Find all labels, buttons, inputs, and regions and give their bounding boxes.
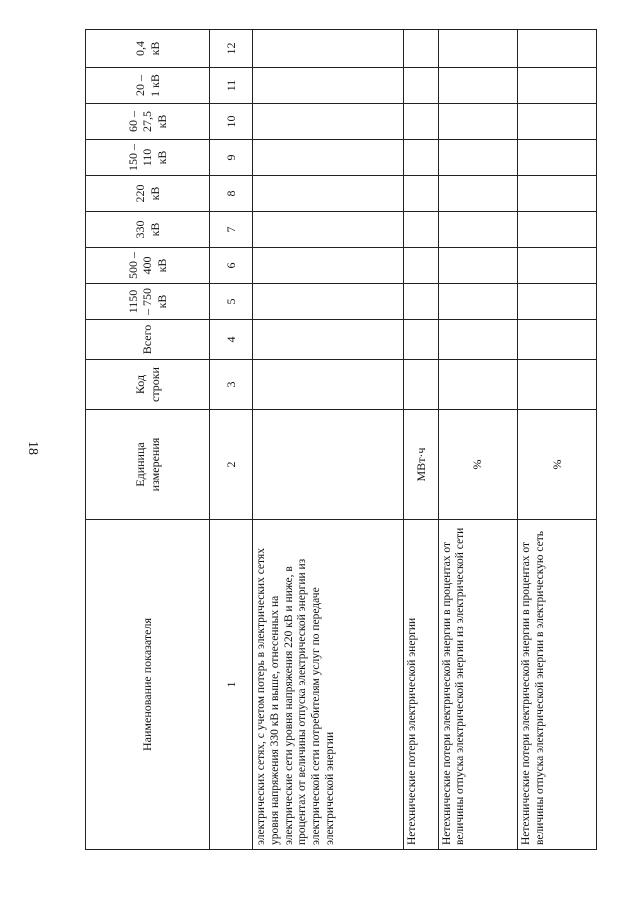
header-500-400 xyxy=(86,248,210,284)
header-0-4-label: 0,4 кВ xyxy=(133,41,162,56)
cell-empty xyxy=(404,104,438,140)
row-unit: % xyxy=(517,410,596,520)
header-150-110-label: 150 – 110 кВ xyxy=(125,144,169,171)
header-500-400-label: 500 – 400 кВ xyxy=(125,252,169,279)
header-1150-750 xyxy=(86,284,210,320)
row-unit xyxy=(253,410,404,520)
cell-empty xyxy=(517,68,596,104)
cell-empty xyxy=(253,212,404,248)
cell-empty xyxy=(438,212,517,248)
row-name: электрических сетях, с учетом потерь в электрических сетях уровня напряжения 330 кВ и выше, отнесенных на электрические сети уровня напряжения 220 кВ и ниже, в процентах от величины отпуска электрической энергии из электрической сети потребителям услуг по передаче электрической энергии xyxy=(253,520,404,850)
row-unit: % xyxy=(438,410,517,520)
cell-empty xyxy=(438,320,517,360)
cell-empty xyxy=(438,360,517,410)
column-number: 5 xyxy=(210,284,253,320)
column-number: 2 xyxy=(210,410,253,520)
header-60-27-5 xyxy=(86,104,210,140)
table-row xyxy=(253,30,404,850)
column-number: 7 xyxy=(210,212,253,248)
cell-empty xyxy=(253,68,404,104)
cell-empty xyxy=(517,284,596,320)
header-row xyxy=(86,30,210,850)
table-row xyxy=(438,30,517,850)
cell-empty xyxy=(404,248,438,284)
header-line-code-label: Код строки xyxy=(133,367,162,402)
header-220-label: 220 кВ xyxy=(133,184,162,203)
cell-empty xyxy=(253,140,404,176)
column-number: 11 xyxy=(210,68,253,104)
cell-empty xyxy=(253,30,404,68)
header-0-4 xyxy=(86,30,210,68)
loss-indicators-table xyxy=(85,29,597,850)
header-330-label: 330 кВ xyxy=(133,220,162,239)
header-60-27-5-label: 60 – 27,5 кВ xyxy=(125,111,169,132)
row-name: Нетехнические потери электрической энергии в процентах от величины отпуска электрической энергии в электрическую сеть xyxy=(517,520,596,850)
cell-empty xyxy=(404,68,438,104)
row-name: Нетехнические потери электрической энергии xyxy=(404,520,438,850)
cell-empty xyxy=(517,176,596,212)
header-indicator-name: Наименование показателя xyxy=(86,520,210,850)
cell-empty xyxy=(404,320,438,360)
cell-empty xyxy=(253,176,404,212)
cell-empty xyxy=(253,248,404,284)
cell-empty xyxy=(253,320,404,360)
cell-empty xyxy=(517,104,596,140)
header-20-1-label: 20 – 1 кВ xyxy=(133,74,162,97)
header-unit: Единица измерения xyxy=(86,410,210,520)
row-name: Нетехнические потери электрической энергии в процентах от величины отпуска электрической энергии из электрической сети xyxy=(438,520,517,850)
column-number: 1 xyxy=(210,520,253,850)
cell-empty xyxy=(438,68,517,104)
cell-empty xyxy=(517,360,596,410)
cell-empty xyxy=(404,212,438,248)
cell-empty xyxy=(253,104,404,140)
header-330 xyxy=(86,212,210,248)
cell-empty xyxy=(404,30,438,68)
cell-empty xyxy=(517,248,596,284)
header-220 xyxy=(86,176,210,212)
column-number: 8 xyxy=(210,176,253,212)
cell-empty xyxy=(438,104,517,140)
column-number: 6 xyxy=(210,248,253,284)
header-total-label: Всего xyxy=(140,324,155,355)
cell-empty xyxy=(404,176,438,212)
header-150-110 xyxy=(86,140,210,176)
column-number: 12 xyxy=(210,30,253,68)
column-number: 10 xyxy=(210,104,253,140)
table-row xyxy=(404,30,438,850)
cell-empty xyxy=(404,360,438,410)
table-row xyxy=(517,30,596,850)
table-container xyxy=(85,40,597,850)
header-total xyxy=(86,320,210,360)
cell-empty xyxy=(253,360,404,410)
header-1150-750-label: 1150 – 750 кВ xyxy=(125,288,169,315)
cell-empty xyxy=(404,284,438,320)
cell-empty xyxy=(438,30,517,68)
page-number: 18 xyxy=(25,441,40,455)
cell-empty xyxy=(517,212,596,248)
cell-empty xyxy=(253,284,404,320)
column-number: 4 xyxy=(210,320,253,360)
cell-empty xyxy=(438,284,517,320)
column-number: 3 xyxy=(210,360,253,410)
cell-empty xyxy=(517,140,596,176)
cell-empty xyxy=(517,30,596,68)
cell-empty xyxy=(438,248,517,284)
row-unit: МВт·ч xyxy=(404,410,438,520)
cell-empty xyxy=(517,320,596,360)
column-number-row xyxy=(210,30,253,850)
column-number: 9 xyxy=(210,140,253,176)
cell-empty xyxy=(438,140,517,176)
header-20-1 xyxy=(86,68,210,104)
cell-empty xyxy=(438,176,517,212)
header-line-code xyxy=(86,360,210,410)
cell-empty xyxy=(404,140,438,176)
